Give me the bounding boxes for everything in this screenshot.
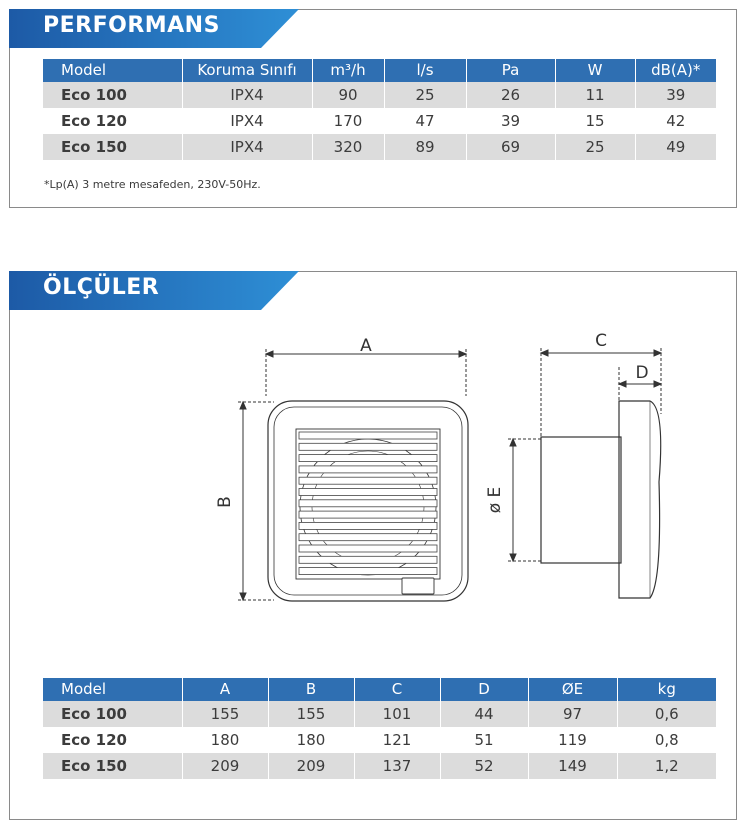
table-row — [43, 701, 716, 727]
louver-slat — [299, 443, 437, 450]
cell-pa: 69 — [466, 134, 555, 160]
cell-b: 209 — [268, 753, 354, 779]
louver-slat — [299, 455, 437, 462]
header-power: W — [555, 59, 635, 82]
cell-c: 101 — [354, 701, 440, 727]
cell-w: 15 — [555, 108, 635, 134]
performance-title: PERFORMANS — [43, 13, 220, 38]
cell-c: 137 — [354, 753, 440, 779]
header-e: ØE — [528, 678, 617, 701]
cell-a: 180 — [182, 727, 268, 753]
cell-m3h: 170 — [312, 108, 384, 134]
performance-panel — [9, 9, 737, 208]
header-model: Model — [43, 59, 182, 82]
cell-model: Eco 100 — [43, 82, 182, 108]
dimensions-title: ÖLÇÜLER — [43, 275, 160, 300]
table-row — [43, 134, 716, 160]
cell-model: Eco 120 — [61, 112, 127, 130]
cell-b: 180 — [268, 727, 354, 753]
table-row — [43, 108, 716, 134]
dimensions-banner — [9, 271, 299, 310]
cell-ls: 89 — [384, 134, 466, 160]
louver-slat — [299, 522, 437, 529]
louver-slat — [299, 432, 437, 439]
header-d: D — [440, 678, 528, 701]
cell-pa: 26 — [466, 82, 555, 108]
performance-table — [43, 59, 716, 160]
cell-dba: 42 — [635, 108, 716, 134]
louver-slat — [299, 556, 437, 563]
header-noise: dB(A)* — [635, 59, 716, 82]
dimension-label-c: C — [595, 331, 607, 351]
cell-protection: IPX4 — [182, 134, 312, 160]
cell-model: Eco 150 — [43, 753, 182, 779]
performance-footnote: *Lp(A) 3 metre mesafeden, 230V-50Hz. — [44, 178, 261, 191]
louver-slat — [299, 466, 437, 473]
cell-d: 52 — [440, 753, 528, 779]
cell-d: 51 — [440, 727, 528, 753]
cell-ls: 47 — [384, 108, 466, 134]
cell-model: Eco 150 — [43, 134, 182, 160]
cell-e: 149 — [528, 753, 617, 779]
cell-b: 155 — [268, 701, 354, 727]
fan-dimension-drawing — [10, 322, 736, 622]
cell-model: Eco 100 — [43, 701, 182, 727]
louver-slat — [299, 511, 437, 518]
cell-kg: 1,2 — [617, 753, 716, 779]
table-row — [43, 727, 716, 753]
header-airflow-ls: l/s — [384, 59, 466, 82]
louver-slat — [299, 489, 437, 496]
cell-a: 209 — [182, 753, 268, 779]
cell-protection: IPX4 — [182, 108, 312, 134]
cell-dba: 39 — [635, 82, 716, 108]
cell-d: 44 — [440, 701, 528, 727]
cell-e: 119 — [528, 727, 617, 753]
header-b: B — [268, 678, 354, 701]
header-airflow-m3h: m³/h — [312, 59, 384, 82]
header-pressure: Pa — [466, 59, 555, 82]
cell-pa: 39 — [466, 108, 555, 134]
louver-slat — [299, 545, 437, 552]
cell-protection: IPX4 — [182, 82, 312, 108]
dimension-label-a: A — [360, 336, 372, 356]
dimension-label-d: D — [635, 363, 649, 383]
cell-w: 25 — [555, 134, 635, 160]
header-a: A — [182, 678, 268, 701]
header-c: C — [354, 678, 440, 701]
header-kg: kg — [617, 678, 716, 701]
cell-c: 121 — [354, 727, 440, 753]
cell-m3h: 90 — [312, 82, 384, 108]
dimensions-table — [43, 678, 716, 779]
cell-dba: 49 — [635, 134, 716, 160]
dimensions-header-row — [43, 678, 716, 701]
header-protection-class: Koruma Sınıfı — [182, 59, 312, 82]
cell-kg: 0,6 — [617, 701, 716, 727]
louver-slat — [299, 534, 437, 541]
table-row — [43, 82, 716, 108]
table-row — [43, 753, 716, 779]
cell-e: 97 — [528, 701, 617, 727]
cell-a: 155 — [182, 701, 268, 727]
cell-ls: 25 — [384, 82, 466, 108]
grille-louvers — [299, 432, 437, 575]
header-model: Model — [43, 678, 182, 701]
louver-slat — [299, 568, 437, 575]
louver-slat — [299, 477, 437, 484]
cell-kg: 0,8 — [617, 727, 716, 753]
performance-banner — [9, 9, 299, 48]
louver-slat — [299, 500, 437, 507]
dimension-label-e: ø E — [485, 486, 505, 514]
dimension-label-b: B — [215, 496, 235, 508]
dimensions-panel — [9, 271, 737, 820]
performance-header-row — [43, 59, 716, 82]
cell-model: Eco 120 — [61, 731, 127, 749]
cell-w: 11 — [555, 82, 635, 108]
cell-m3h: 320 — [312, 134, 384, 160]
